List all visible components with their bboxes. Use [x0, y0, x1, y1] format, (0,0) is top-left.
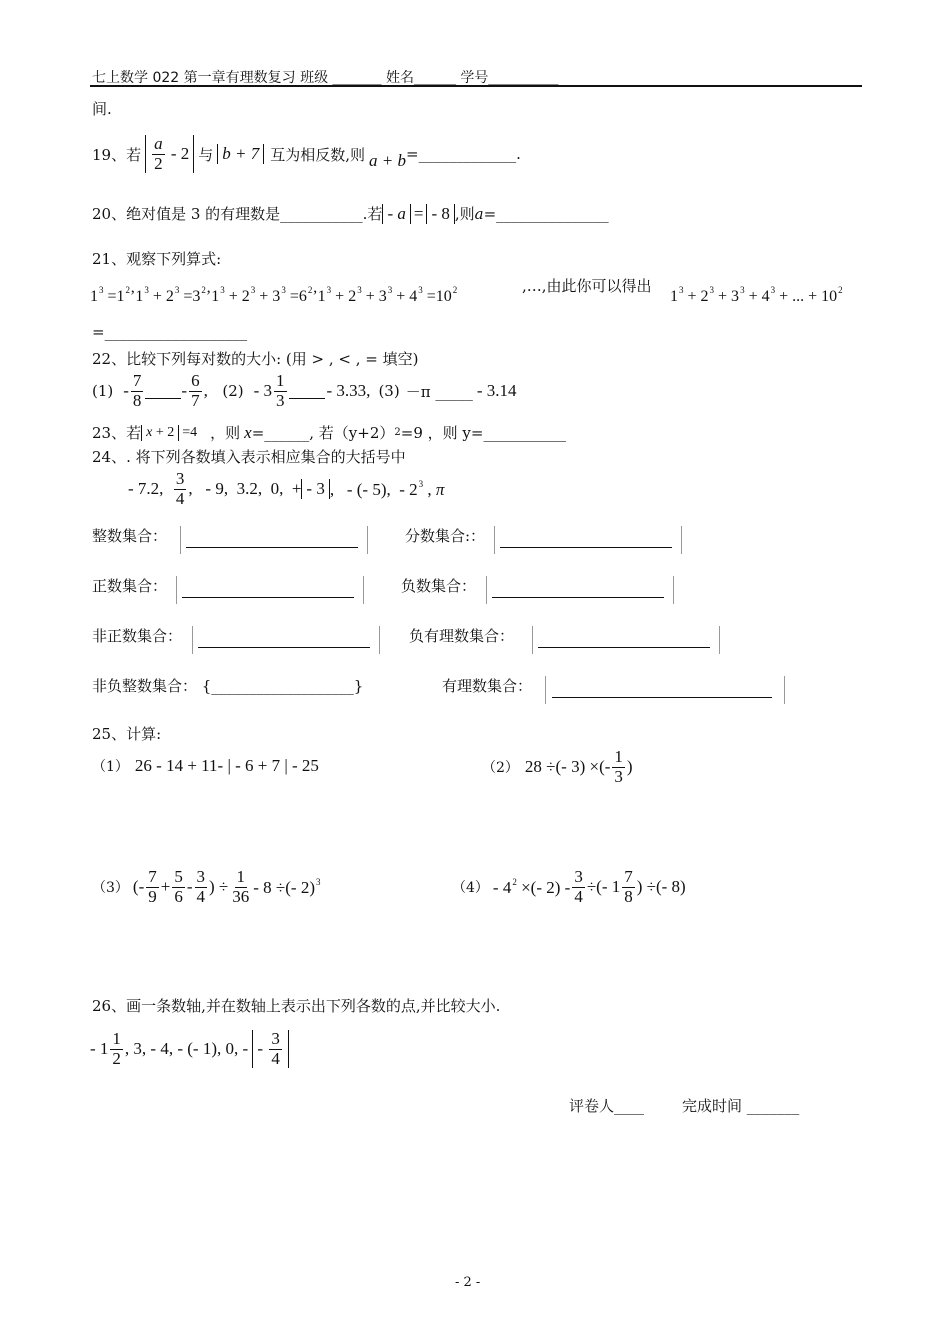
q23-text-c[interactable]: =______, 若（y+2）	[251, 424, 395, 442]
set-negative-label: 负数集合：	[401, 577, 477, 595]
q25-p2-frac: $\frac{1}{3}$	[614, 747, 623, 786]
q22-num-333: - 3.33,	[326, 381, 371, 401]
header-rule	[90, 85, 862, 87]
q22-blank-2[interactable]	[289, 384, 325, 399]
set-positive-label: 正数集合：	[92, 577, 168, 595]
set-negative-brace[interactable]	[486, 576, 674, 604]
q23-then: ，则	[210, 424, 241, 442]
question-20	[92, 203, 609, 224]
q21-title: 21、观察下列算式:	[92, 250, 222, 268]
set-integers-label: 整数集合：	[92, 527, 168, 545]
q20-abs-neg-8: - 8	[426, 204, 454, 224]
page-number: - 2 -	[455, 1275, 481, 1290]
set-integers-brace[interactable]	[180, 526, 368, 554]
q19-ab: a + b	[369, 151, 407, 171]
set-fractions-brace[interactable]	[494, 526, 682, 554]
set-nonneg-integers[interactable]: 非负整数集合： {___________________}	[92, 677, 364, 695]
q22-frac-7-8: $\frac{7}{8}$	[132, 371, 142, 410]
set-neg-rational-line[interactable]	[538, 647, 710, 648]
q22-p3-label: (3)	[378, 382, 400, 401]
set-positive-line[interactable]	[182, 597, 354, 598]
q20-abs-neg-a: - a	[382, 204, 410, 224]
q22-title: 22、比较下列每对数的大小: (用 > , < , = 填空)	[92, 350, 419, 368]
q22-pi[interactable]: －π _____	[405, 382, 473, 401]
question-23: 23、若 x + 2 =4 ，则 x =______, 若（y+2） 2 =9 ，则 y=___________	[92, 422, 566, 442]
set-rational-line[interactable]	[552, 697, 772, 698]
q21-answer-blank[interactable]: =___________________	[92, 323, 248, 341]
q19-abs-b: b + 7	[217, 144, 264, 164]
set-neg-rational-brace[interactable]	[532, 626, 720, 654]
q21-expressions: $1^3$ $=1^2’1^3 + 2^3$ $=3^2’1^3 + 2^3 + 3^3$ $=6^2’1^3 + 2^3 + 3^3 + 4^3 =10^2$	[90, 285, 458, 305]
completion-time-field[interactable]: 完成时间 _______	[682, 1097, 800, 1115]
set-rational-label: 有理数集合：	[442, 677, 533, 695]
q20-then: ,则	[454, 205, 475, 223]
q22-p2-label: (2)	[222, 382, 244, 401]
q20-blank[interactable]: =_______________	[483, 204, 609, 223]
q25-part3: （3） (- $\frac{7}{9}$ + $\frac{5}{6}$ - $\frac{3}{4}$ ) ÷ $\frac{1}{36}$ - 8 ÷(- 2)$^3$	[92, 867, 321, 906]
q25-part1	[92, 756, 319, 776]
page-header: 七上数学 022 第一章有理数复习 班级 _______ 姓名______ 学号__________	[92, 70, 559, 86]
q25-part2: （2） 28 ÷(- 3) ×(- $\frac{1}{3}$ )	[482, 747, 633, 786]
question-19	[92, 135, 521, 173]
q25-p2-label: （2）	[482, 760, 519, 777]
q22-p1-label: (1)	[92, 382, 114, 401]
q25-p4-label: （4）	[452, 880, 489, 897]
set-neg-rational-label: 负有理数集合：	[409, 627, 515, 645]
q25-p1-expr: 26 - 14 + 11- | - 6 + 7 | - 25	[134, 756, 319, 775]
q23-text-d[interactable]: =9 ，则 y=___________	[400, 424, 566, 442]
set-rational-brace[interactable]	[545, 676, 785, 704]
set-integers-line[interactable]	[186, 547, 358, 548]
q21-tail: ,…,由此你可以得出	[522, 277, 652, 295]
q24-numbers: - 7.2, $\frac{3}{4}$ , - 9, 3.2, 0, + - 3 , - (- 5), - $2^3$ , π	[128, 469, 445, 508]
set-fractions-line[interactable]	[500, 547, 672, 548]
q23-exp: 2	[394, 427, 401, 438]
q22-frac-1-3: $\frac{1}{3}$	[276, 371, 285, 410]
q25-title: 25、计算:	[92, 725, 162, 743]
q25-part4: （4） - $4^2$ ×(- 2) - $\frac{3}{4}$ ÷(- 1 $\frac{7}{8}$ ) ÷(- 8)	[452, 867, 686, 906]
set-nonpositive-brace[interactable]	[192, 626, 380, 654]
q26-numbers: - 1 $\frac{1}{2}$ , 3, - 4, - (- 1), 0, - - $\frac{3}{4}$	[90, 1030, 289, 1068]
q25-p3-label: （3）	[92, 880, 129, 897]
q23-abs-expr: x + 2	[141, 425, 179, 441]
q19-with: 与	[198, 145, 214, 164]
q22-frac-6-7: $\frac{6}{7}$	[191, 371, 200, 410]
q19-abs-expr: $\frac{a}{2}$ - 2	[145, 135, 194, 173]
set-positive-brace[interactable]	[176, 576, 364, 604]
q19-blank[interactable]: =_____________.	[406, 145, 521, 164]
q22-blank-1[interactable]	[145, 384, 181, 399]
q25-p1-label: （1）	[92, 759, 129, 775]
set-negative-line[interactable]	[492, 597, 664, 598]
q19-label: 19、若	[92, 145, 142, 164]
q24-title: 24、. 将下列各数填入表示相应集合的大括号中	[92, 448, 406, 466]
q26-title: 26、画一条数轴,并在数轴上表示出下列各数的点,并比较大小.	[92, 997, 501, 1015]
q23-label: 23、若	[92, 424, 142, 442]
q25-p2-expr: 28 ÷(- 3) ×(-	[524, 757, 611, 777]
q21-sum-expr: $1^3 + 2^3 + 3^3 + 4^3$ + ... + $10^2$	[670, 285, 843, 305]
q23-x: x	[244, 422, 252, 442]
q19-tail: 互为相反数,则	[270, 145, 366, 164]
q20-eq: =	[413, 203, 424, 223]
set-nonpositive-line[interactable]	[198, 647, 370, 648]
set-nonpositive-label: 非正数集合：	[92, 627, 183, 645]
q22-parts: (1) - $\frac{7}{8}$ - $\frac{6}{7}$ , (2) - 3 $\frac{1}{3}$ - 3.33, (3) －π _____ - 3.14	[92, 371, 517, 410]
q20-text: 20、绝对值是 3 的有理数是___________.若	[92, 205, 383, 223]
grader-field[interactable]: 评卷人____	[569, 1097, 645, 1115]
set-fractions-label: 分数集合:：	[405, 527, 486, 545]
top-fragment: 间.	[92, 100, 112, 118]
q22-num-314: - 3.14	[476, 381, 517, 401]
q20-var-a: a	[474, 204, 484, 223]
